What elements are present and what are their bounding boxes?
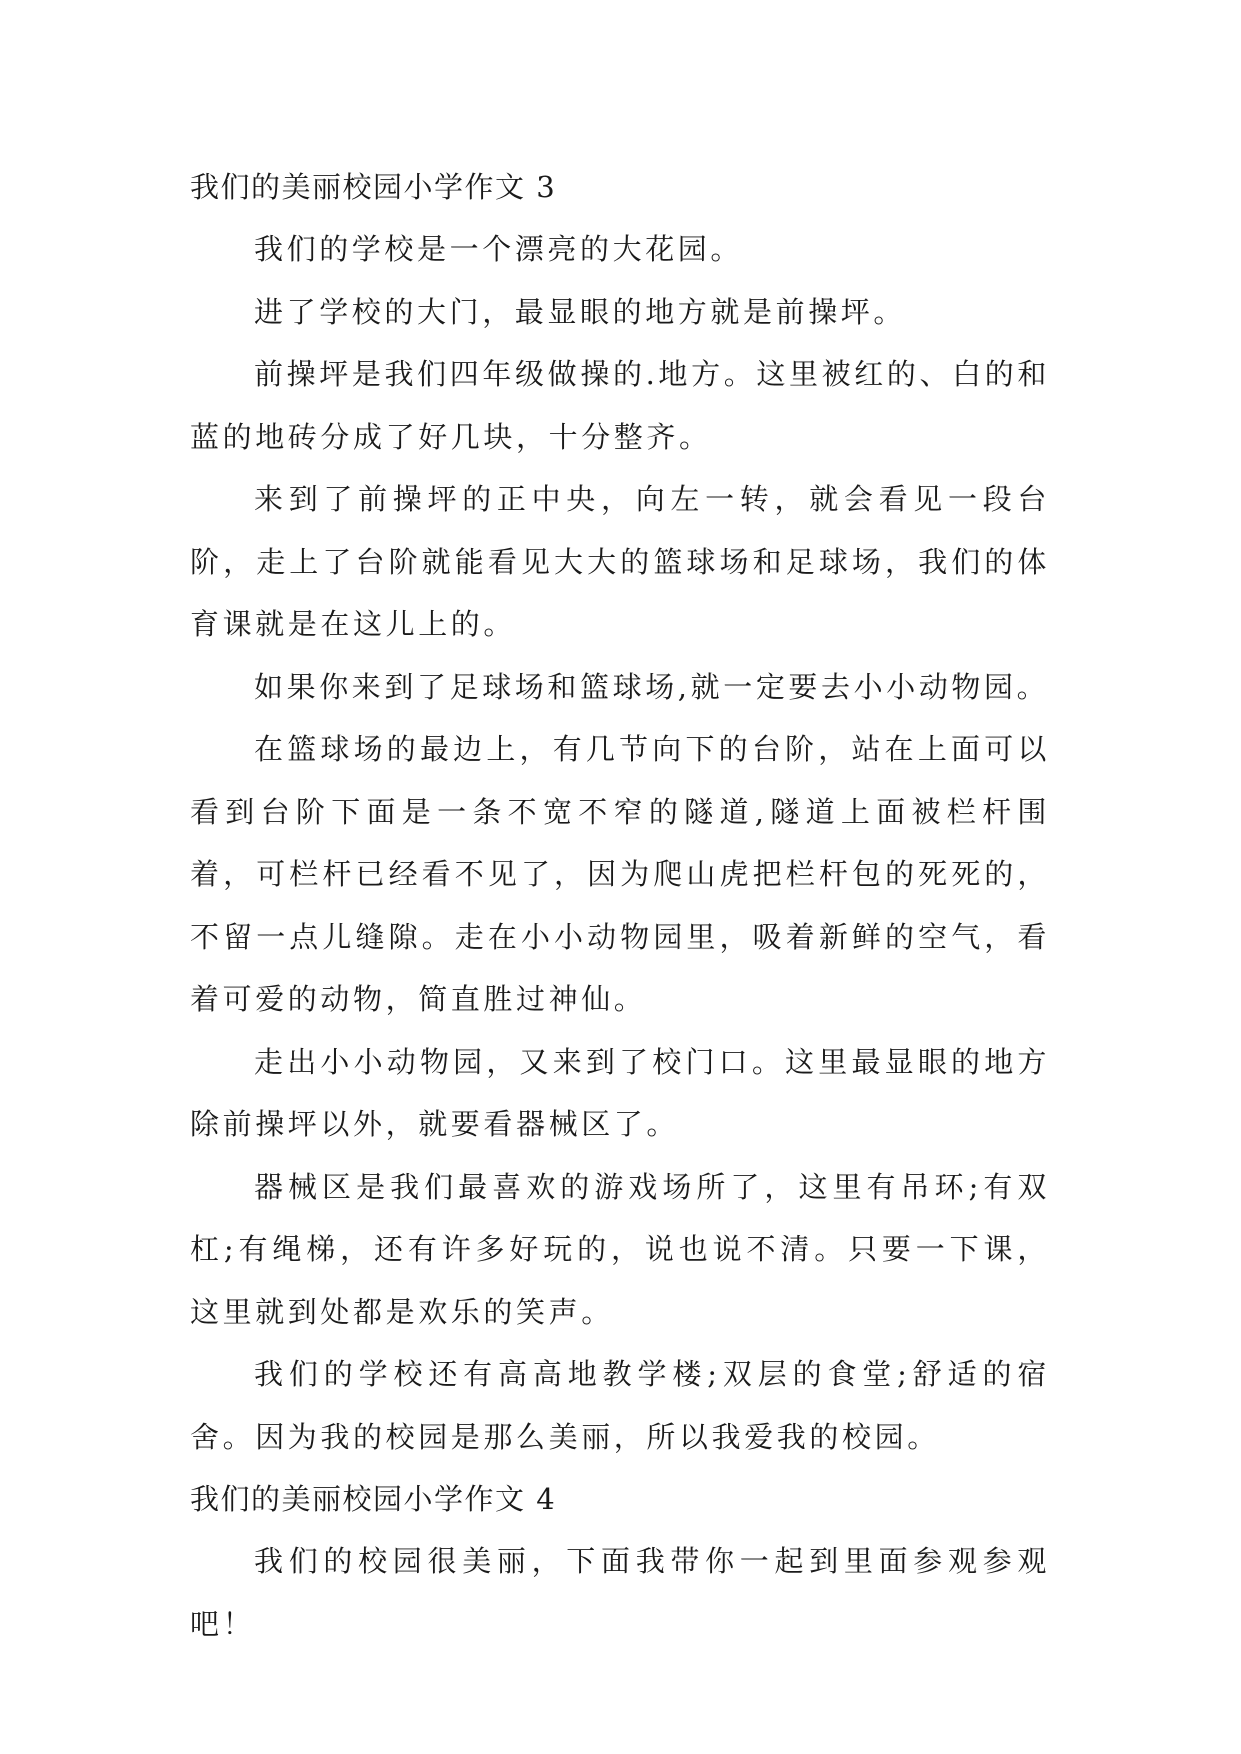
paragraph: 进了学校的大门，最显眼的地方就是前操坪。 <box>254 294 907 329</box>
paragraph: 器械区是我们最喜欢的游戏场所了，这里有吊环;有双杠;有绳梯，还有许多好玩的，说也说不清。只要一下课，这里就到处都是欢乐的笑声。 <box>190 1169 1050 1329</box>
paragraph: 如果你来到了足球场和篮球场,就一定要去小小动物园。 <box>254 669 1050 704</box>
paragraph: 我们的校园很美丽，下面我带你一起到里面参观参观吧！ <box>190 1544 1050 1641</box>
paragraph: 在篮球场的最边上，有几节向下的台阶，站在上面可以看到台阶下面是一条不宽不窄的隧道,隧道上面被栏杆围着，可栏杆已经看不见了，因为爬山虎把栏杆包的死死的，不留一点儿缝隙。走在小小动物园里，吸着新鲜的空气，看着可爱的动物，简直胜过神仙。 <box>190 732 1050 1016</box>
document-body <box>190 156 1050 1655</box>
section-heading: 我们的美丽校园小学作文 3 <box>190 170 557 204</box>
paragraph: 我们的学校还有高高地教学楼;双层的食堂;舒适的宿舍。因为我的校园是那么美丽，所以我爱我的校园。 <box>190 1357 1050 1454</box>
paragraph: 来到了前操坪的正中央，向左一转，就会看见一段台阶，走上了台阶就能看见大大的篮球场和足球场，我们的体育课就是在这儿上的。 <box>190 482 1050 641</box>
section-heading: 我们的美丽校园小学作文 4 <box>190 1482 557 1516</box>
paragraph: 前操坪是我们四年级做操的.地方。这里被红的、白的和蓝的地砖分成了好几块，十分整齐。 <box>190 357 1050 454</box>
paragraph: 我们的学校是一个漂亮的大花园。 <box>254 232 744 266</box>
paragraph: 走出小小动物园，又来到了校门口。这里最显眼的地方除前操坪以外，就要看器械区了。 <box>190 1044 1050 1141</box>
